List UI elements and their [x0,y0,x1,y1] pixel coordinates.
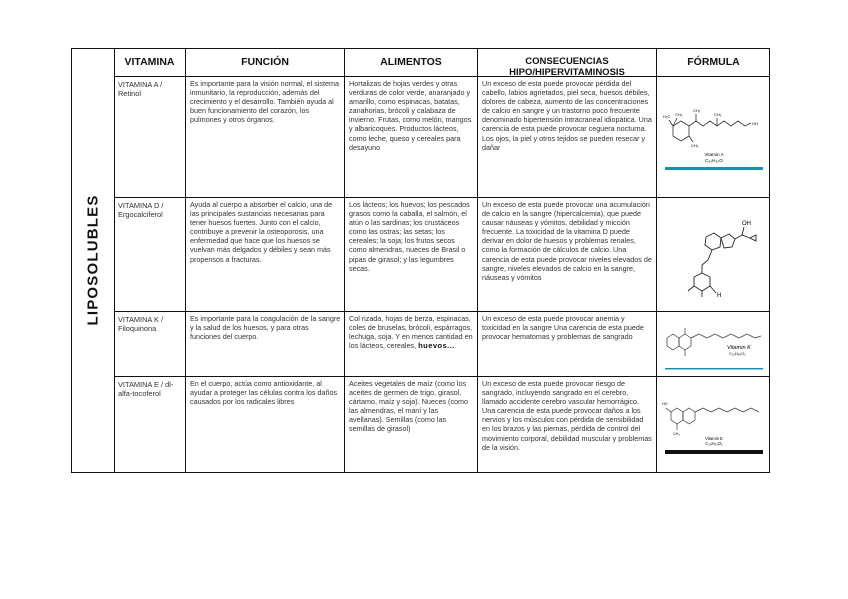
header-consecuencias: CONSECUENCIAS HIPO/HIPERVITAMINOSIS [478,49,657,77]
cell-vitamina-k: VITAMINA K / Filoquinona [114,312,186,377]
vitamin-d-h: H [716,292,721,299]
vitamin-a-structure [661,100,767,174]
vitamin-e-molecular: C₂₉H₅₀O₂ [704,440,723,446]
cell-alimentos-d: Los lácteos; los huevos; los pescados grasos como la caballa, el salmón, el atún o las sardinas; los crustáceos como las ostras; las setas; los cereales; la soja; los frutos secos como almendras, nueces de Brasil o pipas de girasol; y las legumbres secas. [345,198,478,312]
cell-vitamina-e: VITAMINA E / dl-alfa-tocoferol [114,377,186,472]
cell-funcion-d: Ayuda al cuerpo a absorber el calcio, una de las principales sustancias necesarias para tener huesos fuertes. Junto con el calcio, contribuye a prevenir la osteoporosis, una enfermedad que hace que los huesos se vuelvan más delgados y débiles y sean más propensos a fracturas. [186,198,345,312]
vitamin-d-structure [664,205,764,305]
svg-text:CH₃: CH₃ [674,112,682,117]
cell-alimentos-e: Aceites vegetales de maíz (como los aceites de germen de trigo, girasol, cártamo, maíz y soja). Nueces (como las almendras, el maní y las avellanas). Semillas (como las semillas de girasol) [345,377,478,472]
vitamin-d-oh: OH [741,220,751,227]
vitamin-a-molecular: C₂₀H₃₀O [704,158,723,163]
cell-formula-a [657,77,770,198]
cell-consecuencias-e: Un exceso de esta puede provocar riesgo de sangrado, incluyendo sangrado en el cerebro, llamado accidente cerebro vascular hemorrágico. Una carencia de esta puede provocar daños a los nervios y los músculos con pérdida de sensibilidad en los brazos y las piernas, pérdida de control del movimiento corporal, debilidad muscular y problemas de la visión. [478,377,657,472]
alimentos-k-extra: huevos... [418,341,455,351]
cell-formula-k [657,312,770,377]
cell-consecuencias-a: Un exceso de esta puede provocar pérdida del cabello, labios agrietados, piel seca, huesos débiles, dolores de cabeza, aumento de las concentraciones de calcio en sangre y un trastorno poco frecuente denominado hipertensión intracraneal idiopática. Una carencia de esta puede provocar ceguera nocturna. Los ojos, la piel y otros tejidos se pueden resecar y dañar [478,77,657,198]
svg-text:CH₃: CH₃ [672,431,680,436]
side-label: LIPOSOLUBLES [84,194,102,326]
side-column [72,49,115,472]
vitamin-a-name: Vitamin A [703,152,724,157]
vitamin-k-molecular: C₃₁H₄₆O₂ [728,351,746,356]
vitamin-k-name: Vitamin K [726,345,751,351]
cell-alimentos-a: Hortalizas de hojas verdes y otras verduras de color verde, anaranjado y amarillo, como espinacas, batatas, zanahorias, brócoli y calabaza de invierno. Frutas, como melón, mangos y albaricoques. Productos lácteos, como leche, queso y cereales para desayuno [345,77,478,198]
svg-text:CH₃: CH₃ [690,143,698,148]
cell-vitamina-d: VITAMINA D / Ergocalciferol [114,198,186,312]
cell-vitamina-a: VITAMINA A / Retinol [114,77,186,198]
vitamin-e-name: Vitamin E [704,435,723,441]
vitamin-e-structure [661,390,767,460]
vitamins-table [71,48,770,473]
black-bar [665,450,763,454]
cell-alimentos-k: Col rizada, hojas de berza, espinacas, coles de bruselas, brócoli, espárragos, lechuga, soja. Y en menos cantidad en los lácteos, cereales, huevos... [345,312,478,377]
cell-funcion-a: Es importante para la visión normal, el sistema inmunitario, la reproducción, además del crecimiento y el desarrollo. También ayuda al buen funcionamiento del corazón, los pulmones y otros órganos. [186,77,345,198]
header-alimentos: ALIMENTOS [345,49,478,77]
teal-bar [665,167,763,170]
vitamin-k-structure [661,316,767,372]
header-vitamina: VITAMINA [114,49,186,77]
cell-consecuencias-k: Un exceso de esta puede provocar anemia y toxicidad en la sangre Una carencia de esta puede provocar hematomas y problemas de sangrado [478,312,657,377]
cell-formula-d [657,198,770,312]
cell-funcion-e: En el cuerpo, actúa como antioxidante, al ayudar a proteger las células contra los daños causados por los radicales libres [186,377,345,472]
cell-funcion-k: Es importante para la coagulación de la sangre y la salud de los huesos, y para otras funciones del cuerpo. [186,312,345,377]
svg-text:OH: OH [751,121,758,126]
cell-consecuencias-d: Un exceso de esta puede provocar una acumulación de calcio en la sangre (hipercalcemia), que puede causar náuseas y vómitos, debilidad y micción frecuente. La toxicidad de la vitamina D puede derivar en dolor de huesos y problemas renales, como la formación de cálculos de calcio. Una carencia de esta puede provocar niveles elevados de sangre, niveles elevados de calcio en la sangre, náuseas y vómitos [478,198,657,312]
svg-text:CH₃: CH₃ [713,112,721,117]
svg-text:HO: HO [661,401,667,406]
cell-formula-e [657,377,770,472]
header-formula: FÓRMULA [657,49,770,77]
header-funcion: FUNCIÓN [186,49,345,77]
svg-text:H₃C: H₃C [662,114,670,119]
svg-text:CH₃: CH₃ [692,108,700,113]
